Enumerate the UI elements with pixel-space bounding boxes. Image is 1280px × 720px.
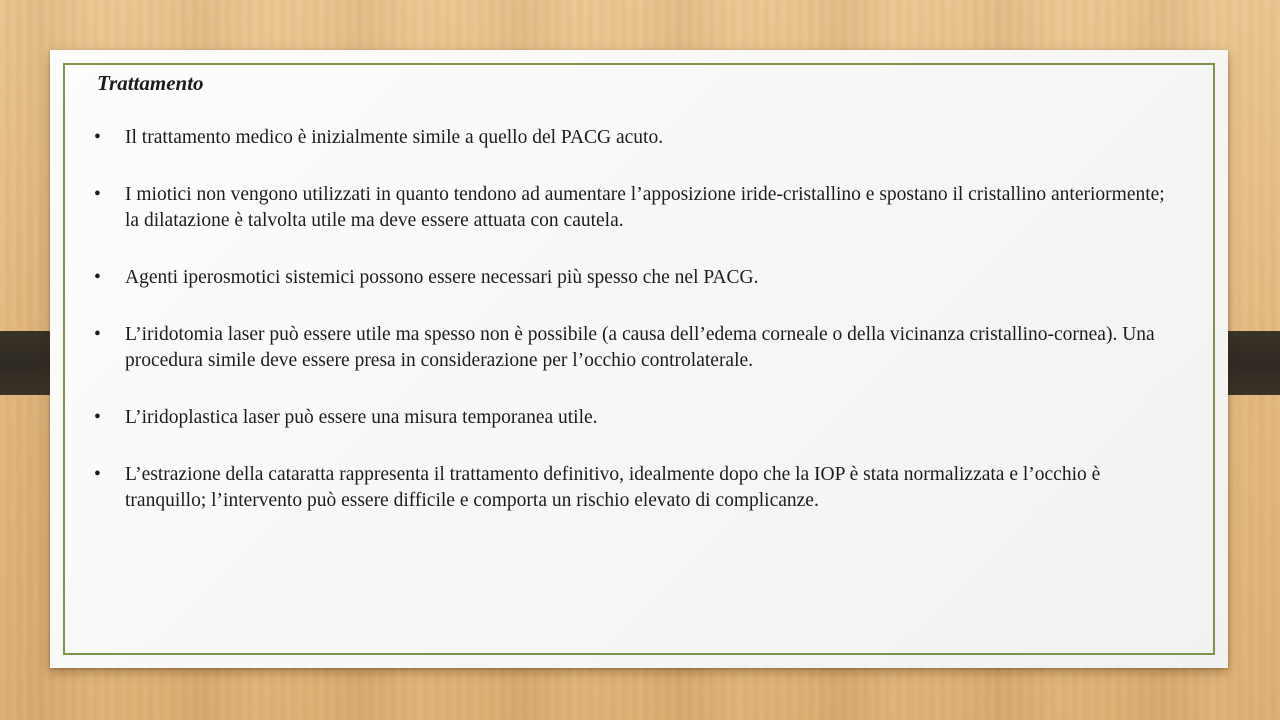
bullet-item-2: • I miotici non vengono utilizzati in quanto tendono ad aumentare l’apposizione iride-cristallino e spostano il cristallino anteriormente; la dilatazione è talvolta utile ma deve essere attuata con cautela.: [92, 182, 1182, 234]
bullet-item-1: • Il trattamento medico è inizialmente simile a quello del PACG acuto.: [92, 125, 1182, 151]
bullet-list: [92, 125, 1182, 545]
slide-title: Trattamento: [97, 71, 204, 95]
bullet-item-6: • L’estrazione della cataratta rappresenta il trattamento definitivo, idealmente dopo che la IOP è stata normalizzata e l’occhio è tranquillo; l’intervento può essere difficile e comporta un rischio elevato di complicanze.: [92, 462, 1182, 514]
bullet-item-5: • L’iridoplastica laser può essere una misura temporanea utile.: [92, 405, 1182, 431]
slide-card: [50, 50, 1228, 668]
bullet-item-3: • Agenti iperosmotici sistemici possono essere necessari più spesso che nel PACG.: [92, 265, 1182, 291]
bullet-item-4: • L’iridotomia laser può essere utile ma spesso non è possibile (a causa dell’edema corneale o della vicinanza cristallino-cornea). Una procedura simile deve essere presa in considerazione per l’occhio controlaterale.: [92, 322, 1182, 374]
